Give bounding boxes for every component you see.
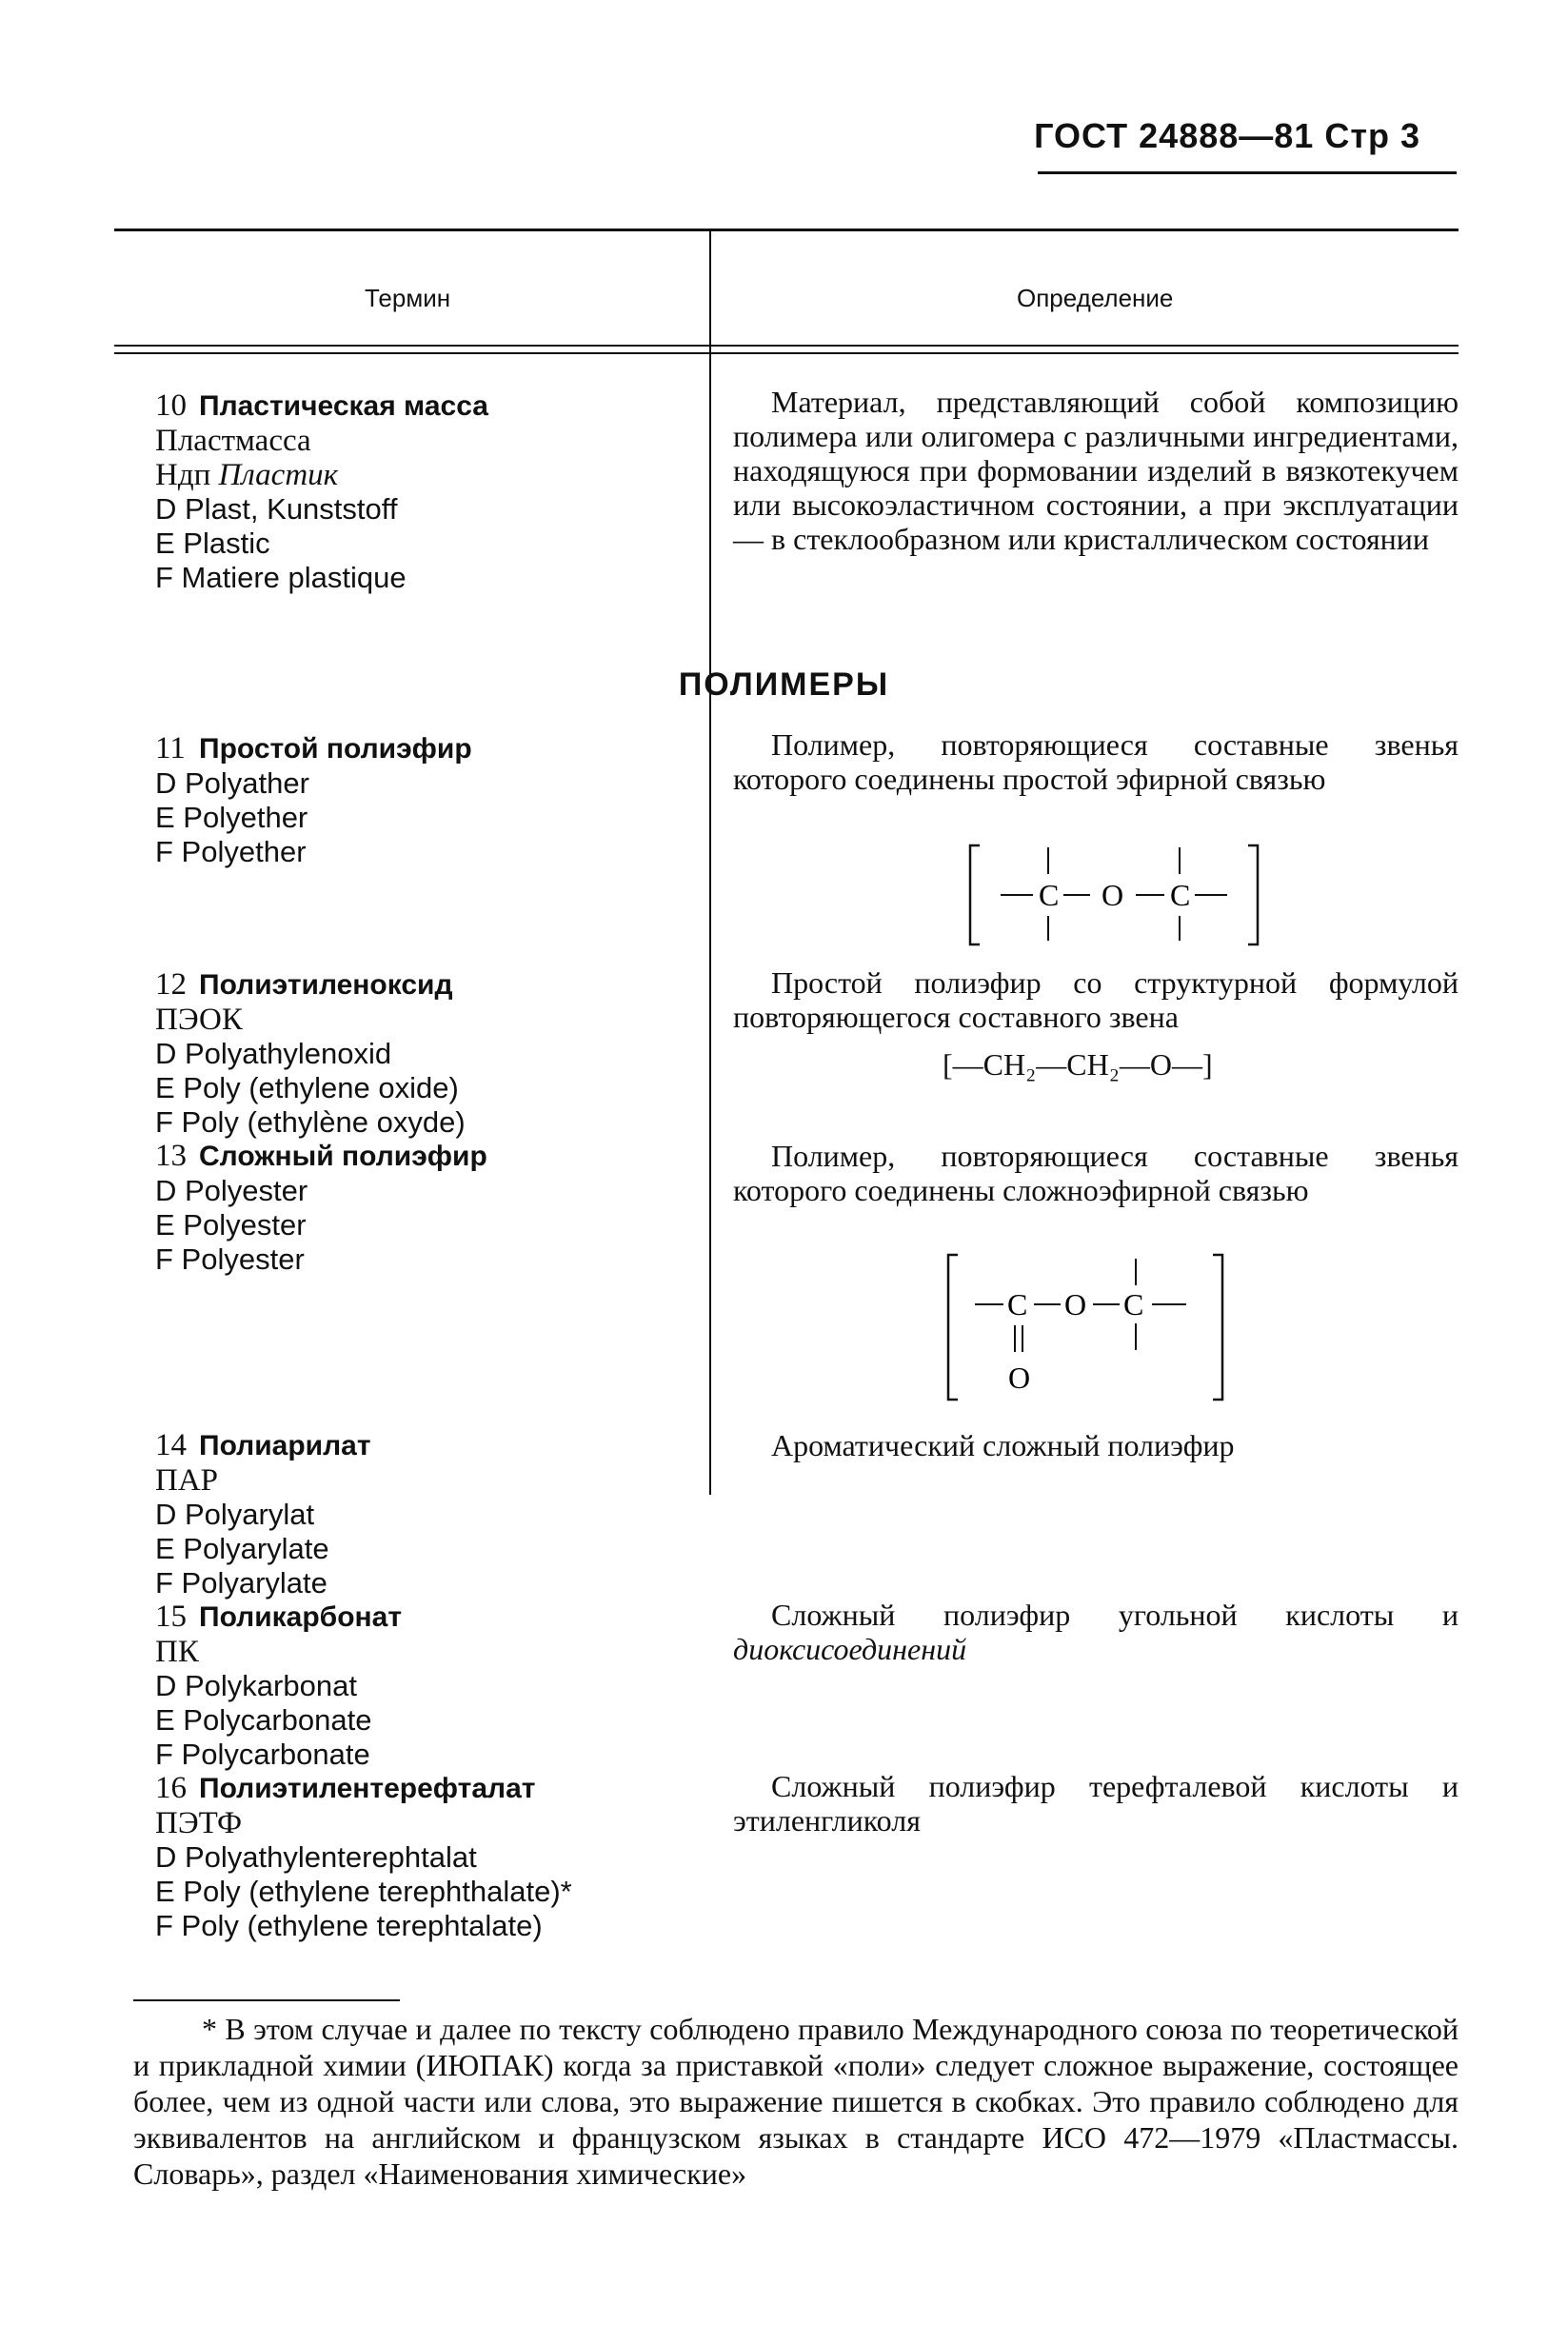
lang-equivalent: F Polyether [155,835,307,868]
lang-equivalent: F Poly (ethylène oxyde) [155,1105,466,1139]
definition-14: Ароматический сложный полиэфир [771,1428,1235,1462]
ester-formula [943,1247,1228,1409]
term-entry-12 [155,967,466,1140]
term-entry-10 [155,388,488,595]
lang-equivalent: E Plastic [155,527,270,560]
lang-equivalent: D Plast, Kunststoff [155,492,398,526]
ester-carbon-2: C [1123,1287,1144,1321]
term-number: 10 [155,388,187,423]
definition-11: Полимер, повторяющиеся составные звенья которого соединены простой эфирной связью [733,727,1459,796]
ndp-term: Пластик [218,458,339,492]
ether-carbon-1: C [1039,878,1060,912]
lang-equivalent: D Polyathylenterephtalat [155,1840,477,1874]
ester-oxygen: O [1064,1287,1087,1321]
term-entry-14 [155,1428,371,1600]
lang-equivalent: F Polycarbonate [155,1738,370,1771]
table-head-rule-2 [114,352,1459,354]
term-abbreviation: ПЭОК [155,1003,243,1037]
table-top-rule [114,229,1459,231]
term-abbreviation: ПАР [155,1463,219,1498]
lang-equivalent: F Polyester [155,1242,305,1276]
definition-15-text: Сложный полиэфир угольной кислоты и [771,1598,1459,1632]
term-entry-11 [155,731,472,869]
footnote: * В этом случае и далее по тексту соблюдено правило Международного союза по теоретической и прикладной химии (ИЮПАК) когда за приставкой «поли» следует сложное выражение, состоящее более, чем из одной части или слова, это выражение пишется в скобках. Это правило соблюдено для эквивалентов на английском и французском языках в стандарте ИСО 472—1979 «Пластмассы. Словарь», раздел «Наименования химические» [133,2012,1459,2191]
definition-13: Полимер, повторяющиеся составные звенья которого соединены сложноэфирной связью [733,1139,1459,1207]
term-number: 16 [155,1771,187,1805]
term-number: 14 [155,1428,187,1462]
standard-number: ГОСТ 24888—81 [1034,116,1315,155]
term-name: Поликарбонат [199,1601,403,1633]
definition-15-italic: диоксисоединений [733,1632,967,1666]
lang-equivalent: F Matiere plastique [155,561,407,594]
lang-equivalent: F Polyarylate [155,1566,327,1600]
page-label: Стр [1324,116,1390,155]
term-number: 15 [155,1600,187,1634]
lang-equivalent: D Polyarylat [155,1498,315,1531]
lang-equivalent: E Poly (ethylene oxide) [155,1071,459,1104]
lang-equivalent: E Polyether [155,801,308,834]
term-synonym: Пластмасса [155,424,311,458]
ether-formula [966,838,1261,952]
term-abbreviation: ПЭТФ [155,1806,243,1840]
term-name: Полиэтиленоксид [199,969,453,1001]
term-entry-15 [155,1600,402,1772]
lang-equivalent: D Polyathylenoxid [155,1037,392,1070]
lang-equivalent: E Polycarbonate [155,1703,372,1737]
lang-equivalent: F Poly (ethylene terephtalate) [155,1909,543,1942]
ester-carbon-1: C [1007,1287,1028,1321]
definition-15 [733,1598,1459,1666]
table-head-rule-1 [114,345,1459,347]
ethylene-oxide-formula: [—CH₂—CH₂—O—] [943,1047,1213,1082]
term-number: 12 [155,967,187,1002]
ether-oxygen: O [1102,878,1124,912]
definition-12: Простой полиэфир со структурной формулой повторяющегося составного звена [733,965,1459,1034]
definition-10: Материал, представляющий собой композицию полимера или олигомера с различными ингредиентами, находящуюся при формовании изделий в вязкотекучем или высокоэластичном состоянии, а при эксплуатации — в стеклообразном или кристаллическом состоянии [733,385,1459,556]
ndp-label: Ндп [155,458,211,492]
lang-equivalent: E Polyester [155,1208,307,1242]
lang-equivalent: D Polykarbonat [155,1669,357,1702]
term-entry-16 [155,1771,572,1943]
page-header [1034,116,1420,156]
page-number: 3 [1399,116,1420,155]
definition-16: Сложный полиэфир терефталевой кислоты и этиленгликоля [733,1769,1459,1838]
term-entry-13 [155,1139,487,1277]
ether-carbon-2: C [1170,878,1191,912]
ester-carbonyl-oxygen: O [1008,1361,1031,1395]
term-number: 11 [155,731,186,765]
lang-equivalent: D Polyester [155,1174,308,1207]
footnote-rule [133,1999,400,2001]
term-name: Пластическая масса [199,390,488,422]
term-name: Полиэтилентерефталат [199,1773,536,1804]
term-number: 13 [155,1139,187,1173]
term-abbreviation: ПК [155,1635,199,1669]
lang-equivalent: E Polyarylate [155,1532,329,1565]
term-name: Простой полиэфир [199,733,472,765]
column-header-definition: Определение [1017,284,1174,312]
term-name: Сложный полиэфир [199,1141,487,1172]
term-name: Полиарилат [199,1430,371,1461]
lang-equivalent: D Polyather [155,766,309,800]
column-header-term: Термин [365,284,451,312]
header-rule [1038,171,1457,174]
lang-equivalent: E Poly (ethylene terephthalate)* [155,1875,572,1908]
section-title: ПОЛИМЕРЫ [678,666,890,703]
column-divider [709,229,711,1495]
